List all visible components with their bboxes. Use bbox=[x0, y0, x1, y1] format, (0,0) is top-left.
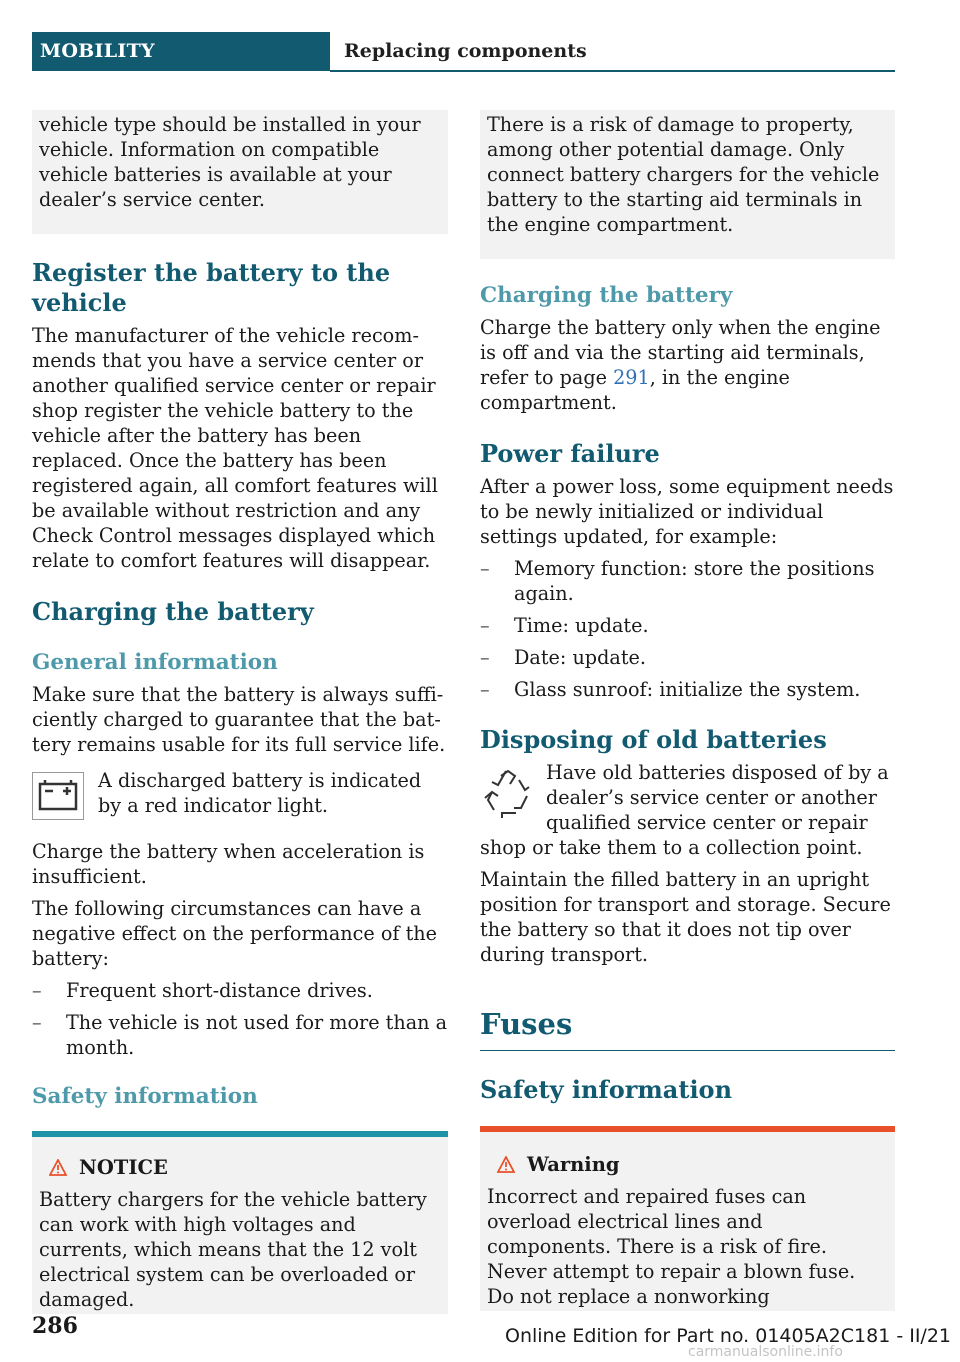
battery-icon bbox=[32, 772, 84, 820]
header-rule bbox=[330, 70, 895, 72]
charging-right-text: Charge the battery only when the engine is off and via the starting aid terminals, refer to page 291, in the engine compartment. bbox=[480, 316, 881, 414]
fuses-heading: Fuses bbox=[480, 1007, 573, 1041]
warning-text: Incorrect and repaired fuses can overload electrical lines and components. There is a risk of fire. Never attempt to repair a blown fuse. Do not replace a nonworking bbox=[487, 1185, 856, 1308]
list-item: – Time: update. bbox=[480, 614, 649, 637]
circumstances-list bbox=[32, 978, 448, 1060]
watermark: carmanualsonline.info bbox=[688, 1344, 843, 1360]
right-column bbox=[480, 110, 895, 1311]
charging-heading: Charging the battery bbox=[32, 597, 314, 626]
list-item: – The vehicle is not used for more than a month. bbox=[32, 1011, 448, 1059]
page-number: 286 bbox=[32, 1313, 78, 1339]
list-item: – Date: update. bbox=[480, 646, 646, 669]
page-link[interactable]: 291 bbox=[613, 366, 650, 389]
disposal-row bbox=[480, 760, 895, 860]
charge-text: Charge the battery when acceleration is insufficient. bbox=[32, 840, 425, 888]
recycle-icon bbox=[480, 768, 536, 822]
fuses-safety-heading: Safety information bbox=[480, 1075, 733, 1104]
power-failure-list bbox=[480, 556, 895, 702]
list-item: – Frequent short-distance drives. bbox=[32, 979, 373, 1002]
warning-triangle-icon bbox=[497, 1156, 515, 1173]
battery-indicator-text: A discharged battery is indicated by a red indicator light. bbox=[98, 769, 422, 817]
notice-box bbox=[32, 1131, 448, 1314]
charging-right-heading: Charging the battery bbox=[480, 283, 733, 308]
warning-label-row bbox=[487, 1152, 887, 1177]
risk-text: There is a risk of damage to property, among other potential damage. Only connect battery chargers for the vehicle battery to the starting aid terminals in the engine compartment. bbox=[487, 113, 880, 236]
battery-indicator-row bbox=[32, 768, 448, 824]
header-section: MOBILITY bbox=[32, 32, 330, 71]
disposal-text: Have old batteries disposed of by a dealer’s service center or another qualified service center or repair shop or take them to a collection point. bbox=[480, 761, 889, 859]
register-text: The manufacturer of the vehicle recommends that you have a service center or another qualified service center or repair shop register the vehicle battery to the vehicle after the battery has been replaced. Once the battery has been registered again, all comfort features will be available without restriction and any Check Control messages displayed which relate to comfort features will disappear. bbox=[32, 324, 438, 572]
register-heading: Register the battery to the vehicle bbox=[32, 258, 391, 317]
circumstances-text: The following circumstances can have a negative effect on the performance of the battery: bbox=[32, 897, 438, 970]
safety-heading: Safety information bbox=[32, 1084, 258, 1109]
general-info-heading: General information bbox=[32, 650, 278, 675]
list-item: – Glass sunroof: initialize the system. bbox=[480, 678, 861, 701]
intro-box bbox=[32, 110, 448, 234]
disposing-heading: Disposing of old batteries bbox=[480, 725, 827, 754]
edition-footer: Online Edition for Part no. 01405A2C181 - II/21 bbox=[505, 1325, 952, 1347]
warning-box bbox=[480, 1126, 895, 1311]
disposal-transport-text: Maintain the filled battery in an upright position for transport and storage. Secure the battery so that it does not tip over during transport. bbox=[480, 868, 891, 966]
left-column bbox=[32, 110, 448, 1314]
notice-label-row bbox=[39, 1155, 440, 1180]
warning-triangle-icon bbox=[49, 1159, 67, 1176]
risk-box bbox=[480, 110, 895, 259]
header-title: Replacing components bbox=[344, 40, 587, 62]
power-failure-text: After a power loss, some equipment needs to be newly initialized or individual settings updated, for example: bbox=[480, 475, 894, 548]
general-info-text: Make sure that the battery is always sufficiently charged to guarantee that the battery remains usable for its full service life. bbox=[32, 683, 446, 756]
power-failure-heading: Power failure bbox=[480, 439, 660, 468]
warning-label: Warning bbox=[527, 1153, 620, 1176]
list-item: – Memory function: store the positions again. bbox=[480, 557, 875, 605]
intro-text: vehicle type should be installed in your vehicle. Information on compatible vehicle batteries is available at your dealer’s service center. bbox=[39, 113, 421, 211]
fuses-rule bbox=[480, 1050, 895, 1051]
notice-text: Battery chargers for the vehicle battery can work with high voltages and currents, which means that the 12 volt electrical system can be overloaded or damaged. bbox=[39, 1188, 427, 1311]
notice-label: NOTICE bbox=[79, 1156, 168, 1179]
